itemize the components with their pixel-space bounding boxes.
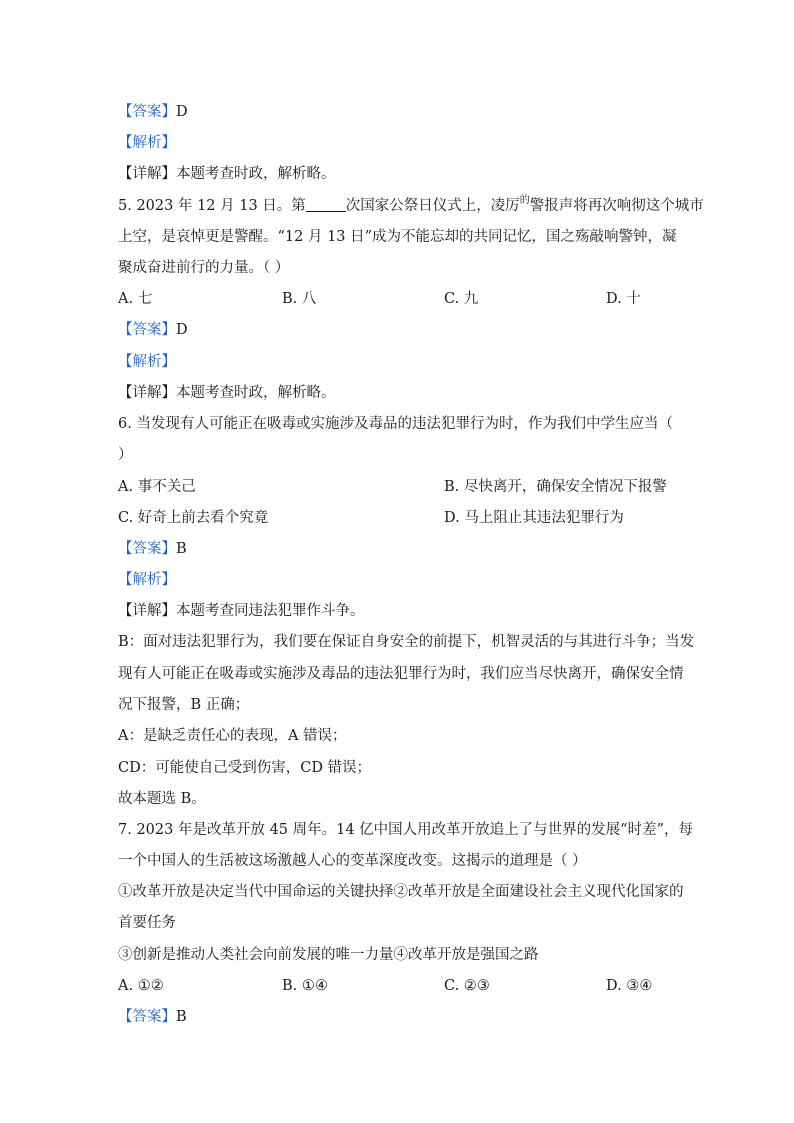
q4-analysis-label: 【解析】 [118, 135, 176, 151]
q6-option-a: A. 事不关己 [118, 479, 196, 495]
q6-conclusion: 故本题选 B。 [118, 791, 206, 807]
detail-text: 本题考查时政，解析略。 [176, 166, 336, 182]
q6-answer-line [118, 539, 187, 559]
q5-option-b: B. 八 [282, 291, 317, 307]
q4-answer-line [118, 102, 188, 122]
answer-label: 【答案】 [118, 541, 176, 557]
detail-label: 【详解】 [118, 385, 176, 401]
q5-analysis-label: 【解析】 [118, 354, 176, 370]
q4-detail-line [118, 164, 336, 184]
q5-stem-line1: 5. 2023 年 12 月 13 日。第 次国家公祭日仪式上，凌厉$^的$警报声将再次响彻这个城市 [118, 195, 704, 214]
q7-stem-line2: 一个中国人的生活被这场激越人心的变革深度改变。这揭示的道理是（ ） [118, 853, 587, 869]
q7-option-d: D. ③④ [606, 978, 653, 994]
q6-detail-line [118, 601, 365, 621]
answer-value: B [176, 541, 187, 557]
detail-text: 本题考查时政，解析略。 [176, 385, 336, 401]
q7-option-a: A. ①② [118, 978, 164, 994]
q6-option-d: D. 马上阻止其违法犯罪行为 [444, 510, 624, 526]
answer-value: D [176, 322, 188, 338]
fill-blank [306, 197, 346, 212]
answer-label: 【答案】 [118, 104, 176, 120]
q7-statement-line1: ①改革开放是决定当代中国命运的关键抉择②改革开放是全面建设社会主义现代化国家的 [118, 884, 684, 900]
q6-explanation-b-line2: 现有人可能正在吸毒或实施涉及毒品的违法犯罪行为时，我们应当尽快离开，确保安全情 [118, 666, 684, 682]
q7-stem-line1: 7. 2023 年是改革开放 45 周年。14 亿中国人用改革开放追上了与世界的发展“时差”，每 [118, 822, 694, 838]
q7-statement-line3: ③创新是推动人类社会向前发展的唯一力量④改革开放是强国之路 [118, 947, 539, 963]
q6-option-b: B. 尽快离开，确保安全情况下报警 [444, 479, 667, 495]
q6-explanation-a: A：是缺乏责任心的表现，A 错误； [118, 728, 347, 744]
detail-label: 【详解】 [118, 603, 176, 619]
q5-stem-line3: 聚成奋进前行的力量。（ ） [118, 260, 290, 276]
q7-statement-line2: 首要任务 [118, 915, 176, 931]
q5-answer-line [118, 320, 188, 340]
answer-value: D [176, 104, 188, 120]
q7-option-b: B. ①④ [282, 978, 328, 994]
q6-explanation-cd: CD：可能使自己受到伤害，CD 错误； [118, 760, 372, 776]
q6-analysis-label: 【解析】 [118, 572, 176, 588]
q6-stem-line1: 6. 当发现有人可能正在吸毒或实施涉及毒品的违法犯罪行为时，作为我们中学生应当（ [118, 416, 673, 432]
q6-explanation-b-line3: 况下报警，B 正确； [118, 697, 250, 713]
q5-detail-line [118, 383, 336, 403]
detail-text: 本题考查同违法犯罪作斗争。 [176, 603, 365, 619]
q5-option-d: D. 十 [606, 291, 641, 307]
answer-value: B [176, 1009, 187, 1025]
answer-label: 【答案】 [118, 1009, 176, 1025]
q6-stem-line2: ） [118, 447, 133, 463]
q5-stem-line2: 上空，是哀悼更是警醒。“12 月 13 日”成为不能忘却的共同记忆，国之殇敲响警钟，凝 [118, 229, 677, 245]
q7-option-c: C. ②③ [444, 978, 490, 994]
q7-answer-line [118, 1007, 187, 1027]
q6-option-c: C. 好奇上前去看个究竟 [118, 510, 269, 526]
detail-label: 【详解】 [118, 166, 176, 182]
q6-explanation-b-line1: B：面对违法犯罪行为，我们要在保证自身安全的前提下，机智灵活的与其进行斗争；当发 [118, 634, 695, 650]
answer-label: 【答案】 [118, 322, 176, 338]
q5-option-c: C. 九 [444, 291, 479, 307]
q5-option-a: A. 七 [118, 291, 153, 307]
